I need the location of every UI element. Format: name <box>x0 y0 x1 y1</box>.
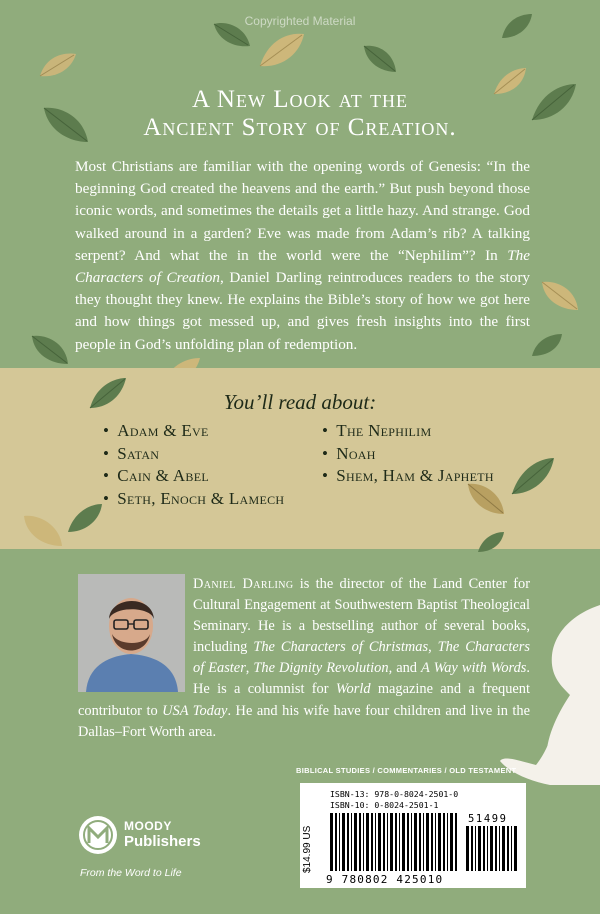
publisher-logo <box>78 815 278 885</box>
headline-line-1: A New Look at the <box>192 86 408 113</box>
leaf-icon <box>362 42 398 74</box>
watermark: Copyrighted Material <box>244 14 356 28</box>
bio-text: magazine and a frequent contributor to <box>78 681 530 719</box>
bio-text: . He is a columnist for <box>193 660 530 698</box>
bio-text: is the director of the Land Center for Cultural Engagement at Southwestern Baptist Theological Seminary. He is a bestselling author of several books, including <box>193 576 531 656</box>
book-title: The Characters of Easter <box>193 639 530 677</box>
list-item: • Satan <box>103 443 284 466</box>
book-title: The Dignity Revolution <box>253 660 389 677</box>
topic-list-left <box>103 420 284 510</box>
book-title: The Characters of Christmas <box>253 639 429 656</box>
list-item: • Shem, Ham & Japheth <box>322 465 494 488</box>
intro-text-1: Most Christians are familiar with the opening words of Genesis: “In the beginning God created the heavens and the earth.” But push beyond those iconic words, and sometimes the details get a little hazy. And strange. God walked around in a garden? Eve was made from Adam’s rib? A talking serpent? And what the in the world were the “Nephilim”? In <box>75 158 530 264</box>
publisher-name-1: MOODY <box>124 819 172 833</box>
list-item: • The Nephilim <box>322 420 494 443</box>
barcode-digits: 9 780802 425010 <box>326 873 444 886</box>
leaf-icon <box>66 502 104 534</box>
list-item: • Noah <box>322 443 494 466</box>
barcode-bars <box>330 813 458 871</box>
isbn-10: ISBN-10: 0-8024-2501-1 <box>330 800 439 810</box>
intro-paragraph <box>75 156 530 356</box>
topic-list-right <box>322 420 494 488</box>
read-about-title: You’ll read about: <box>223 390 377 414</box>
leaf-icon <box>540 278 580 312</box>
list-item: • Seth, Enoch & Lamech <box>103 488 284 511</box>
price-code-bars <box>466 826 520 884</box>
author-name: Daniel Darling <box>193 576 294 592</box>
list-item: • Cain & Abel <box>103 465 284 488</box>
leaf-icon <box>38 50 78 80</box>
book-title: The Characters of Creation <box>75 246 530 287</box>
book-title: A Way with Words <box>421 660 527 677</box>
category-label: BIBLICAL STUDIES / COMMENTARIES / OLD TESTAMENT <box>296 766 517 775</box>
bio-text: , <box>428 639 438 656</box>
isbn-13: ISBN-13: 978-0-8024-2501-0 <box>330 789 459 799</box>
list-item: • Adam & Eve <box>103 420 284 443</box>
moody-logo-icon <box>78 815 118 855</box>
newspaper-title: USA Today <box>162 702 228 719</box>
headline <box>0 86 600 142</box>
leaf-icon <box>30 332 70 366</box>
leaf-icon <box>22 512 64 548</box>
leaf-icon <box>510 456 556 496</box>
bio-text: , and <box>388 660 422 677</box>
author-bio <box>78 574 530 743</box>
leaf-icon <box>476 530 506 554</box>
price-label: $14.99 US <box>302 825 313 873</box>
bio-text: , <box>245 660 254 677</box>
publisher-name-2: Publishers <box>124 833 201 850</box>
publisher-tagline: From the Word to Life <box>80 867 182 879</box>
leaf-icon <box>530 332 564 358</box>
magazine-title: World <box>335 681 371 698</box>
read-about-band <box>0 368 600 549</box>
barcode-box <box>300 783 526 888</box>
headline-line-2: Ancient Story of Creation. <box>143 114 457 141</box>
intro-text-2: , Daniel Darling reintroduces readers to the story they thought they knew. He explains the Bible’s story of how we got here and how things got messed up, and gives fresh insights into the first people in God’s unfolding plan of redemption. <box>75 269 530 353</box>
price-code-digits: 51499 <box>468 813 508 825</box>
bio-text: . He and his wife have four children and live in the Dallas–Fort Worth area. <box>78 702 530 740</box>
leaf-icon <box>258 30 306 70</box>
